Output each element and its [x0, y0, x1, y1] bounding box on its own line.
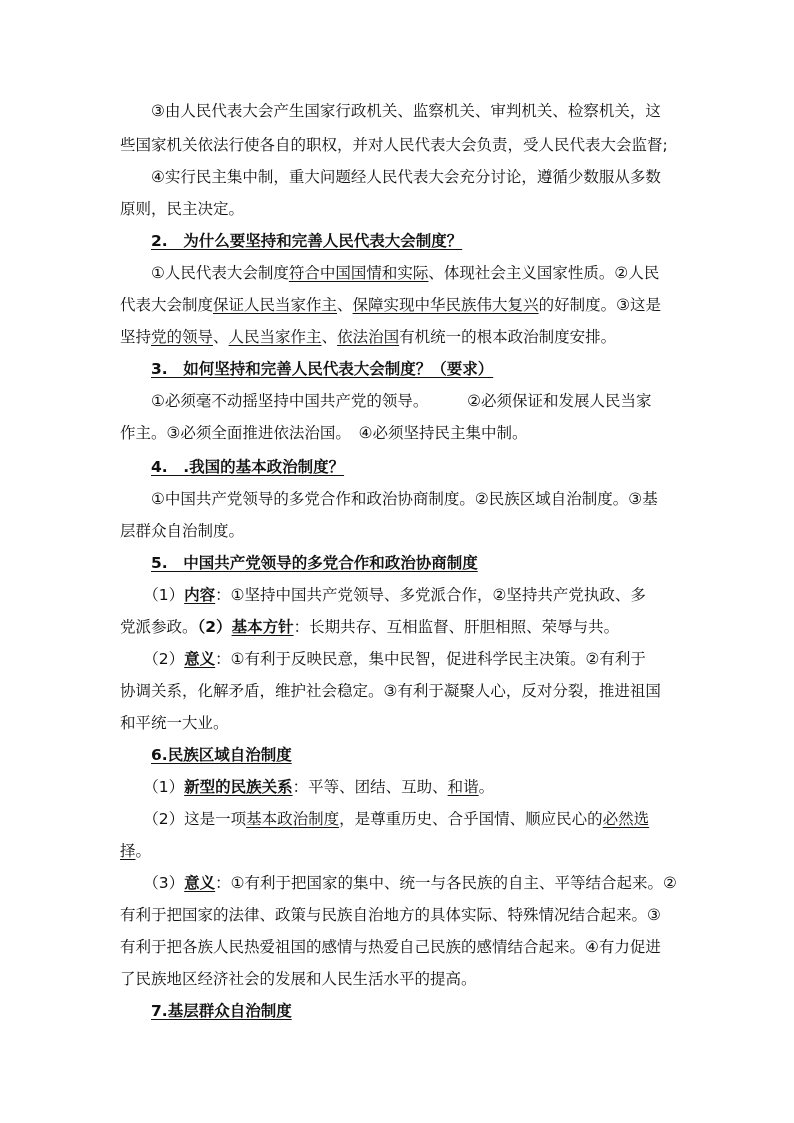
text-line — [120, 418, 528, 448]
text-segment — [120, 746, 151, 764]
text-segment: 原则，民主决定。 — [120, 200, 245, 218]
heading-text: 意义 — [184, 650, 216, 668]
text-segment — [120, 1002, 151, 1020]
text-segment: 。 — [135, 842, 152, 860]
text-line — [120, 162, 661, 192]
text-line — [120, 258, 659, 288]
text-segment: 依法治国 — [337, 328, 400, 346]
text-segment: （2） — [197, 618, 232, 636]
text-segment: 了民族地区经济社会的发展和人民生活水平的提高。 — [120, 970, 477, 988]
text-line — [120, 836, 151, 866]
text-segment: ③由人民代表大会产生国家行政机关、监察机关、审判机关、检察机关，这 — [120, 102, 661, 120]
text-line — [120, 932, 661, 962]
text-segment — [120, 360, 151, 378]
text-segment: 作主。③必须全面推进依法治国。 ④必须坚持民主集中制。 — [120, 424, 528, 442]
text-segment: 坚持 — [120, 328, 152, 346]
text-segment: 些国家机关依法行使各自的职权，并对人民代表大会负责，受人民代表大会监督; — [120, 136, 668, 154]
text-line — [120, 964, 477, 994]
text-segment — [120, 554, 151, 572]
text-segment: 有利于把国家的法律、政策与民族自治地方的具体实际、特殊情况结合起来。③ — [120, 906, 661, 924]
text-line — [120, 516, 244, 546]
heading-text: 内容 — [184, 586, 216, 604]
text-line — [120, 290, 661, 320]
text-segment: （2） — [120, 650, 185, 668]
text-segment: 人民当家作主 — [228, 328, 322, 346]
text-line — [120, 322, 616, 352]
heading-text: 7.基层群众自治制度 — [151, 1002, 292, 1020]
text-segment: 基本政治制度 — [246, 810, 340, 828]
text-segment: 代表大会制度 — [120, 296, 214, 314]
text-segment: 、体现社会主义国家性质。②人民 — [428, 264, 660, 282]
text-segment: （2）这是一项 — [120, 810, 247, 828]
text-line — [120, 676, 661, 706]
text-segment: 协调关系，化解矛盾，维护社会稳定。③有利于凝聚人心，反对分裂，推进祖国 — [120, 682, 661, 700]
text-segment: ：①坚持中国共产党领导、多党派合作，②坚持共产党执政、多 — [215, 586, 646, 604]
text-segment: ：①有利于反映民意，集中民智，促进科学民主决策。②有利于 — [215, 650, 646, 668]
text-segment: 有利于把各族人民热爱祖国的感情与热爱自己民族的感情结合起来。④有力促进 — [120, 938, 661, 956]
text-segment: 。 — [478, 778, 495, 796]
text-line — [120, 130, 668, 160]
text-segment — [120, 232, 151, 250]
text-segment: 有机统一的根本政治制度安排。 — [399, 328, 617, 346]
heading-text: 2. 为什么要坚持和完善人民代表大会制度？ — [151, 232, 463, 250]
text-line — [120, 772, 494, 802]
text-line — [120, 612, 619, 642]
text-line — [120, 644, 646, 674]
text-line — [120, 868, 677, 898]
text-line — [120, 386, 652, 416]
heading-text: 新型的民族关系 — [184, 778, 293, 796]
text-segment: 的好制度。③这是 — [538, 296, 661, 314]
text-line — [120, 354, 493, 384]
text-segment: （3） — [120, 874, 185, 892]
text-line — [120, 194, 244, 224]
heading-text: 4. .我国的基本政治制度？ — [151, 458, 345, 476]
text-segment: 党派参政。 — [120, 618, 198, 636]
text-segment: ①必须毫不动摇坚持中国共产党的领导。 ②必须保证和发展人民当家 — [120, 392, 652, 410]
text-segment: ④实行民主集中制，重大问题经人民代表大会充分讨论，遵循少数服从多数 — [120, 168, 661, 186]
text-segment: 党的领导 — [151, 328, 214, 346]
text-segment — [120, 458, 151, 476]
text-line — [120, 996, 292, 1026]
text-line — [120, 226, 462, 256]
text-line — [120, 708, 229, 738]
text-line — [120, 804, 649, 834]
text-segment: 保证人民当家作主 — [213, 296, 338, 314]
text-segment: ①中国共产党领导的多党合作和政治协商制度。②民族区域自治制度。③基 — [120, 490, 658, 508]
text-segment: ：长期共存、互相监督、肝胆相照、荣辱与共。 — [293, 618, 620, 636]
text-segment: （1） — [120, 778, 185, 796]
text-segment: （1） — [120, 586, 185, 604]
text-line — [120, 580, 646, 610]
text-segment: ①人民代表大会制度 — [120, 264, 289, 282]
text-segment: 择 — [120, 842, 136, 860]
text-line — [120, 96, 661, 126]
heading-text: 基本方针 — [231, 618, 294, 636]
text-segment: 、 — [337, 296, 353, 314]
text-segment: 必然选 — [602, 810, 650, 828]
text-segment: 符合中国国情和实际 — [288, 264, 429, 282]
text-segment: 和谐 — [447, 778, 479, 796]
text-line — [120, 548, 478, 578]
heading-text: 6.民族区域自治制度 — [151, 746, 292, 764]
text-line — [120, 900, 661, 930]
text-line — [120, 740, 292, 770]
text-segment: ：平等、团结、互助、 — [292, 778, 448, 796]
text-segment: ：①有利于把国家的集中、统一与各民族的自主、平等结合起来。② — [215, 874, 677, 892]
heading-text: 意义 — [184, 874, 216, 892]
heading-text: 5. 中国共产党领导的多党合作和政治协商制度 — [151, 554, 478, 572]
text-line — [120, 484, 658, 514]
text-segment: 、 — [213, 328, 229, 346]
heading-text: 3. 如何坚持和完善人民代表大会制度？（要求） — [151, 360, 494, 378]
text-segment: 层群众自治制度。 — [120, 522, 245, 540]
text-segment: 和平统一大业。 — [120, 714, 229, 732]
text-line — [120, 452, 344, 482]
text-segment: 保障实现中华民族伟大复兴 — [352, 296, 539, 314]
text-segment: ，是尊重历史、合乎国情、顺应民心的 — [339, 810, 603, 828]
text-segment: 、 — [321, 328, 338, 346]
